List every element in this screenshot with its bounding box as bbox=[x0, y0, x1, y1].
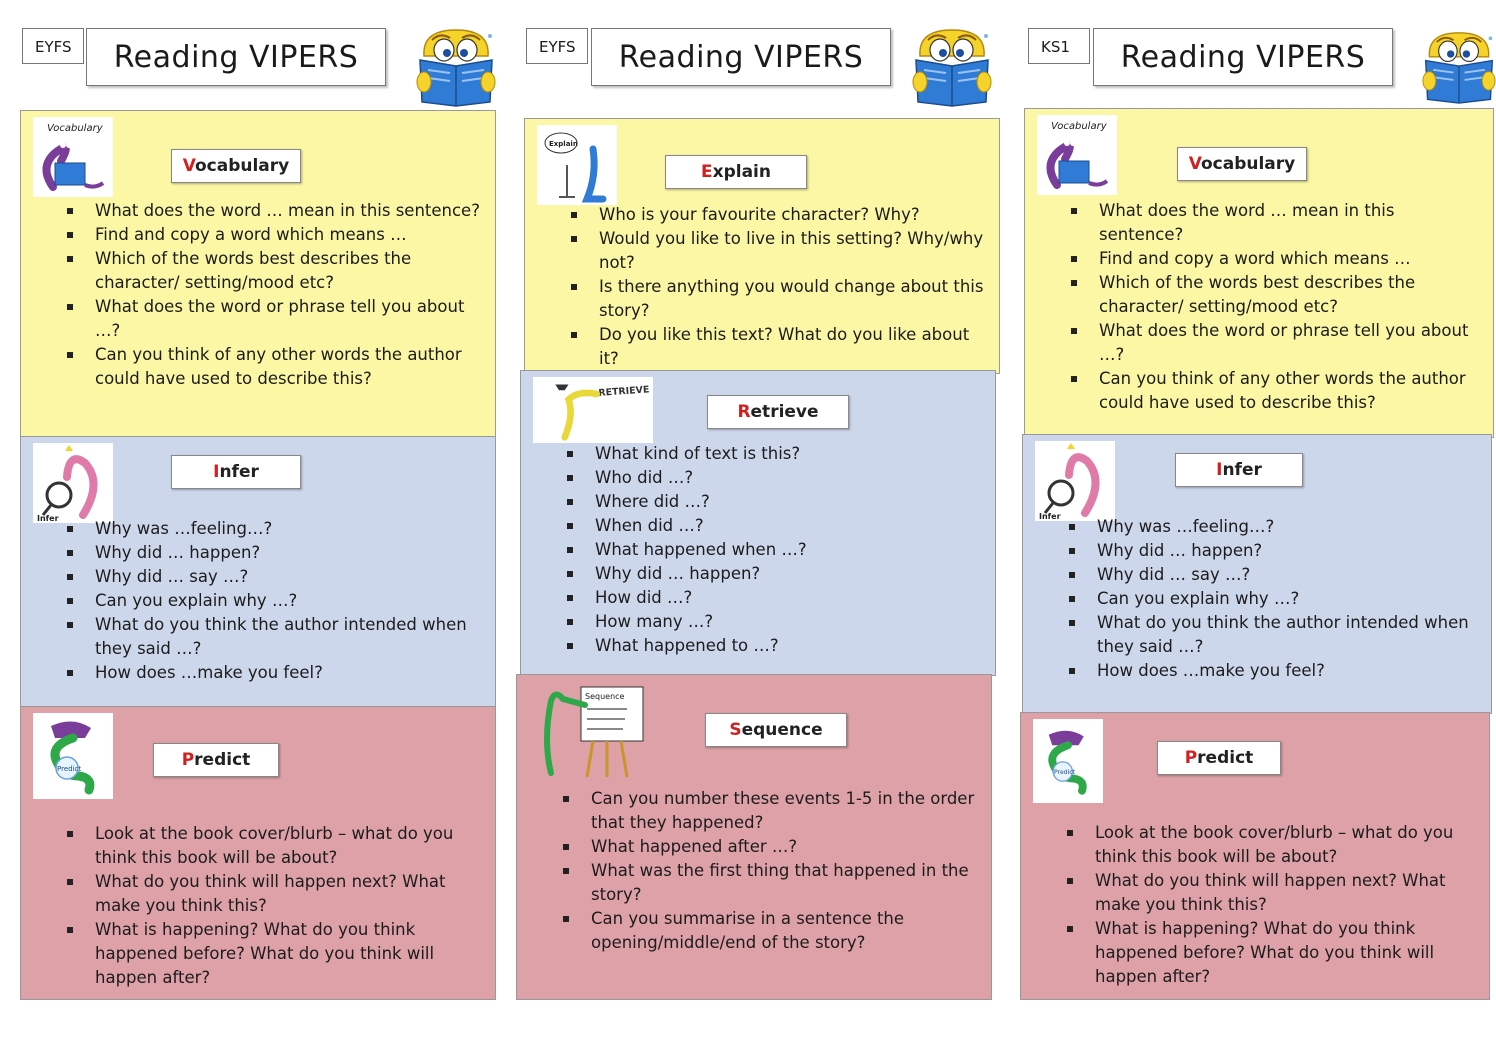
key-stage-label: EYFS bbox=[526, 28, 588, 64]
vocabulary-label: Vocabulary bbox=[171, 149, 301, 183]
question-item: Can you number these events 1-5 in the order that they happened? bbox=[591, 787, 981, 835]
infer-label: Infer bbox=[1175, 453, 1303, 487]
vocabulary-panel bbox=[1024, 108, 1494, 438]
retrieve-snake-icon bbox=[533, 377, 653, 443]
question-item: Why did … say …? bbox=[95, 565, 485, 589]
predict-label: Predict bbox=[153, 743, 279, 777]
question-item: Who did …? bbox=[595, 466, 985, 490]
reading-mascot-icon bbox=[416, 26, 496, 108]
question-item: How did …? bbox=[595, 586, 985, 610]
question-item: Can you think of any other words the author could have used to describe this? bbox=[95, 343, 485, 391]
question-item: What do you think will happen next? What make you think this? bbox=[1095, 869, 1479, 917]
thumb-caption: Predict bbox=[1054, 769, 1076, 777]
question-item: Is there anything you would change about this story? bbox=[599, 275, 989, 323]
infer-snake-icon bbox=[1035, 441, 1115, 521]
vocabulary-snake-icon bbox=[33, 117, 113, 197]
question-item: What do you think will happen next? What make you think this? bbox=[95, 870, 485, 918]
predict-panel bbox=[20, 706, 496, 1000]
thumb-caption: Explain bbox=[549, 140, 578, 148]
question-item: How many …? bbox=[595, 610, 985, 634]
question-item: Can you explain why …? bbox=[95, 589, 485, 613]
question-item: Can you summarise in a sentence the opening/middle/end of the story? bbox=[591, 907, 981, 955]
question-item: Find and copy a word which means … bbox=[95, 223, 485, 247]
infer-panel bbox=[20, 436, 496, 708]
page-title: Reading VIPERS bbox=[86, 28, 386, 86]
infer-panel bbox=[1022, 434, 1492, 714]
key-stage-label: EYFS bbox=[22, 28, 84, 64]
question-item: Would you like to live in this setting? Why/why not? bbox=[599, 227, 989, 275]
question-item: Why was …feeling…? bbox=[1097, 515, 1481, 539]
question-item: What do you think the author intended when they said …? bbox=[95, 613, 485, 661]
question-item: Where did …? bbox=[595, 490, 985, 514]
question-item: Why did … happen? bbox=[95, 541, 485, 565]
question-item: Why did … happen? bbox=[595, 562, 985, 586]
question-item: What does the word … mean in this sentence? bbox=[95, 199, 485, 223]
thumb-caption: Predict bbox=[57, 765, 82, 773]
predict-questions bbox=[1095, 821, 1479, 989]
infer-label: Infer bbox=[171, 455, 301, 489]
thumb-caption: RETRIEVE bbox=[598, 384, 650, 399]
question-item: How does …make you feel? bbox=[1097, 659, 1481, 683]
retrieve-questions bbox=[595, 442, 985, 658]
sequence-snake-icon bbox=[529, 681, 649, 777]
retrieve-label: Retrieve bbox=[707, 395, 849, 429]
question-item: Can you explain why …? bbox=[1097, 587, 1481, 611]
question-item: What does the word … mean in this sentence? bbox=[1099, 199, 1483, 247]
question-item: What does the word or phrase tell you about …? bbox=[95, 295, 485, 343]
thumb-caption: Infer bbox=[37, 514, 59, 523]
predict-panel bbox=[1020, 712, 1490, 1000]
question-item: Look at the book cover/blurb – what do you think this book will be about? bbox=[95, 822, 485, 870]
predict-questions bbox=[95, 822, 485, 990]
question-item: Who is your favourite character? Why? bbox=[599, 203, 989, 227]
question-item: What kind of text is this? bbox=[595, 442, 985, 466]
question-item: What happened to …? bbox=[595, 634, 985, 658]
question-item: Find and copy a word which means … bbox=[1099, 247, 1483, 271]
column-eyfs-1 bbox=[20, 0, 498, 1058]
question-item: Why did … say …? bbox=[1097, 563, 1481, 587]
question-item: Can you think of any other words the author could have used to describe this? bbox=[1099, 367, 1483, 415]
infer-questions bbox=[1097, 515, 1481, 683]
sequence-panel bbox=[516, 674, 992, 1000]
reading-mascot-icon bbox=[912, 26, 992, 108]
question-item: What does the word or phrase tell you about …? bbox=[1099, 319, 1483, 367]
vocabulary-questions bbox=[1099, 199, 1483, 415]
sequence-questions bbox=[591, 787, 981, 955]
thumb-caption: Sequence bbox=[585, 692, 625, 701]
thumb-caption: Vocabulary bbox=[1051, 121, 1107, 132]
question-item: What do you think the author intended when they said …? bbox=[1097, 611, 1481, 659]
question-item: What is happening? What do you think happened before? What do you think will happen after? bbox=[1095, 917, 1479, 989]
predict-snake-icon bbox=[33, 713, 113, 799]
page-title: Reading VIPERS bbox=[591, 28, 891, 86]
infer-questions bbox=[95, 517, 485, 685]
question-item: How does …make you feel? bbox=[95, 661, 485, 685]
question-item: Look at the book cover/blurb – what do you think this book will be about? bbox=[1095, 821, 1479, 869]
question-item: Which of the words best describes the character/ setting/mood etc? bbox=[95, 247, 485, 295]
thumb-caption: Vocabulary bbox=[47, 123, 103, 134]
predict-snake-icon bbox=[1033, 719, 1103, 803]
key-stage-label: KS1 bbox=[1028, 28, 1090, 64]
vocabulary-questions bbox=[95, 199, 485, 391]
column-eyfs-2 bbox=[516, 0, 994, 1058]
question-item: What was the first thing that happened in the story? bbox=[591, 859, 981, 907]
question-item: Do you like this text? What do you like about it? bbox=[599, 323, 989, 371]
explain-panel bbox=[524, 118, 1000, 374]
retrieve-panel bbox=[520, 370, 996, 676]
thumb-caption: Infer bbox=[1039, 512, 1061, 521]
question-item: Why did … happen? bbox=[1097, 539, 1481, 563]
explain-label: Explain bbox=[665, 155, 807, 189]
explain-questions bbox=[599, 203, 989, 371]
question-item: Which of the words best describes the character/ setting/mood etc? bbox=[1099, 271, 1483, 319]
question-item: What is happening? What do you think happened before? What do you think will happen after? bbox=[95, 918, 485, 990]
question-item: What happened when …? bbox=[595, 538, 985, 562]
question-item: Why was …feeling…? bbox=[95, 517, 485, 541]
question-item: When did …? bbox=[595, 514, 985, 538]
page-title: Reading VIPERS bbox=[1093, 28, 1393, 86]
vocabulary-label: Vocabulary bbox=[1177, 147, 1307, 181]
infer-snake-icon bbox=[33, 443, 113, 523]
sequence-label: Sequence bbox=[705, 713, 847, 747]
question-item: What happened after …? bbox=[591, 835, 981, 859]
explain-snake-icon bbox=[537, 125, 617, 205]
vocabulary-snake-icon bbox=[1037, 115, 1117, 195]
predict-label: Predict bbox=[1157, 741, 1281, 775]
reading-mascot-icon bbox=[1422, 26, 1496, 108]
vocabulary-panel bbox=[20, 110, 496, 438]
column-ks1 bbox=[1020, 0, 1496, 1058]
